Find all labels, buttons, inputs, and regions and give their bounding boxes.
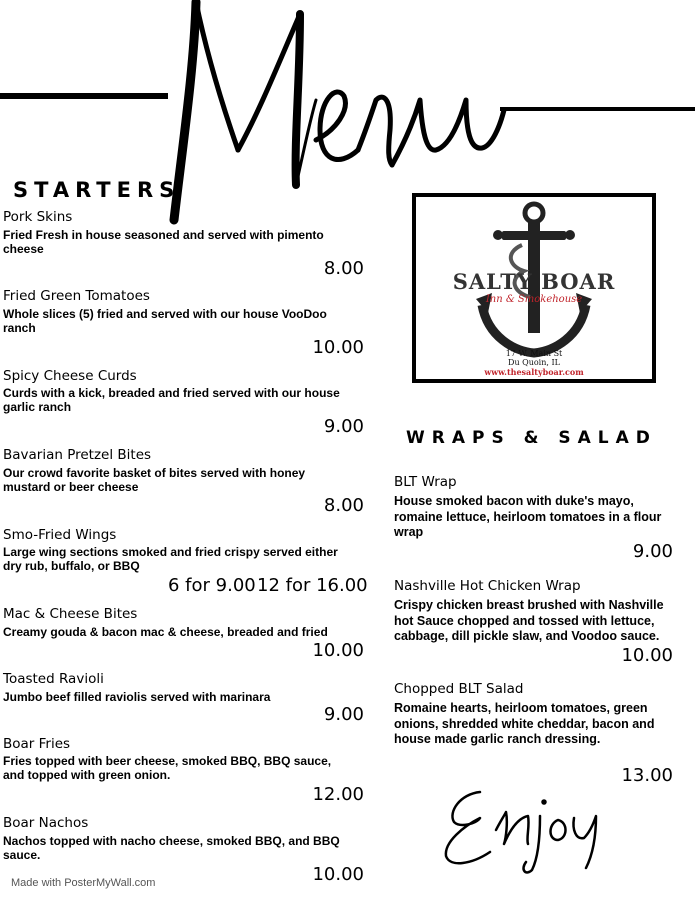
starter-price: 9.00 xyxy=(323,704,364,725)
starter-desc: Whole slices (5) fried and served with our house VooDoo ranch xyxy=(3,307,327,335)
wrap-name: Nashville Hot Chicken Wrap xyxy=(394,578,581,594)
logo-name: SALTY BOAR xyxy=(452,269,616,294)
starter-desc: Nachos topped with nacho cheese, smoked BBQ, and BBQ sauce. xyxy=(3,834,340,862)
starter-price: 10.00 xyxy=(312,640,364,661)
wrap-price: 13.00 xyxy=(621,765,673,786)
footer-credit: Made with PosterMyWall.com xyxy=(11,877,156,889)
logo-url: www.thesaltyboar.com xyxy=(484,367,584,377)
starter-name: Boar Fries xyxy=(3,736,71,752)
wrap-price: 9.00 xyxy=(632,541,673,562)
header-rule-right xyxy=(500,107,695,111)
starter-name: Mac & Cheese Bites xyxy=(3,606,138,622)
menu-title-script xyxy=(160,0,510,225)
starter-desc: Jumbo beef filled raviolis served with marinara xyxy=(3,690,271,704)
starter-price-large: 12 for 16.00 xyxy=(257,575,368,596)
wrap-desc: House smoked bacon with duke's mayo, romaine lettuce, heirloom tomatoes in a flour wrap xyxy=(394,494,662,539)
starter-desc: Fries topped with beer cheese, smoked BBQ, BBQ sauce, and topped with green onion. xyxy=(3,754,332,782)
starter-price: 8.00 xyxy=(323,495,364,516)
starter-name: Smo-Fried Wings xyxy=(3,527,117,543)
wrap-price: 10.00 xyxy=(621,645,673,666)
starter-name: Fried Green Tomatoes xyxy=(3,288,150,304)
starter-price: 12.00 xyxy=(312,784,364,805)
starter-desc: Large wing sections smoked and fried crispy served either dry rub, buffalo, or BBQ xyxy=(3,545,338,573)
starter-desc: Fried Fresh in house seasoned and served with pimento cheese xyxy=(3,228,324,256)
starters-title: STARTERS xyxy=(13,178,181,202)
starter-desc: Curds with a kick, breaded and fried served with our house garlic ranch xyxy=(3,386,340,414)
logo-address-line1: 17 W. Main St xyxy=(505,349,563,358)
restaurant-logo xyxy=(412,193,656,383)
header-rule-left xyxy=(0,93,168,99)
logo-address-line2: Du Quoin, IL xyxy=(508,358,560,367)
wrap-desc: Crispy chicken breast brushed with Nashville hot Sauce chopped and tossed with lettuce, cabbage, dill pickle slaw, and Voodoo sauce. xyxy=(394,598,664,643)
wrap-name: Chopped BLT Salad xyxy=(394,681,524,697)
starter-name: Spicy Cheese Curds xyxy=(3,368,137,384)
wrap-desc: Romaine hearts, heirloom tomatoes, green onions, shredded white cheddar, bacon and house made garlic ranch dressing. xyxy=(394,701,655,746)
enjoy-script xyxy=(440,782,610,877)
wrap-name: BLT Wrap xyxy=(394,474,457,490)
logo-subtitle: Inn & Smokehouse xyxy=(485,294,583,305)
starter-name: Pork Skins xyxy=(3,209,73,225)
starter-price: 10.00 xyxy=(312,337,364,358)
starter-price: 6 for 9.00 xyxy=(168,575,256,596)
starter-name: Boar Nachos xyxy=(3,815,89,831)
starter-price: 10.00 xyxy=(312,864,364,885)
starter-name: Toasted Ravioli xyxy=(3,671,104,687)
starter-desc: Our crowd favorite basket of bites served with honey mustard or beer cheese xyxy=(3,466,306,494)
starter-desc: Creamy gouda & bacon mac & cheese, breaded and fried xyxy=(3,625,328,639)
wraps-title: WRAPS & SALAD xyxy=(406,428,657,448)
starter-name: Bavarian Pretzel Bites xyxy=(3,447,152,463)
starter-price: 8.00 xyxy=(323,258,364,279)
starter-price: 9.00 xyxy=(323,416,364,437)
